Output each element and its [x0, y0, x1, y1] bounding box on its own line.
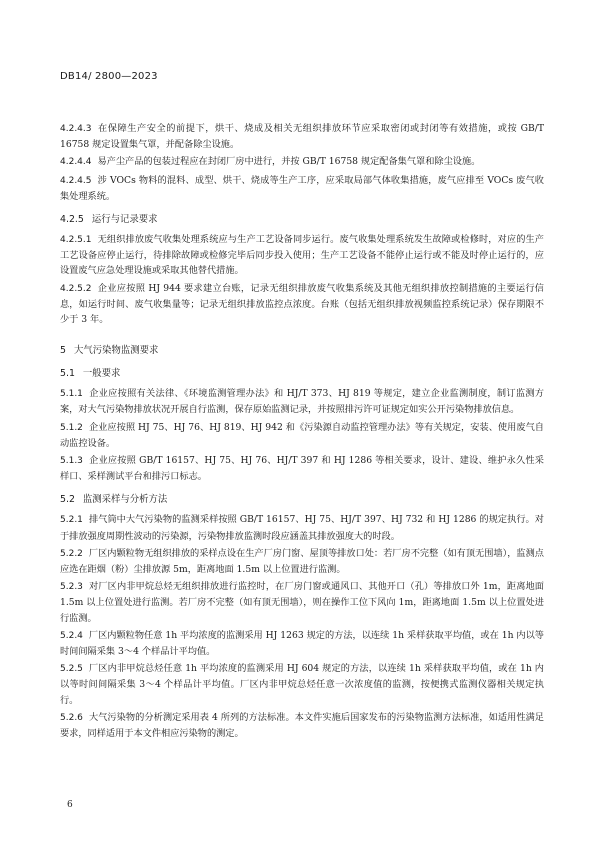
clause-paragraph — [60, 579, 544, 626]
clause-number: 5.1.3 — [60, 456, 83, 467]
subsection-heading — [60, 492, 544, 507]
clause-text: 涉 VOCs 物料的混料、成型、烘干、烧成等生产工序，应采取局部气体收集措施，废气应排至 VOCs 废气收集处理系统。 — [60, 174, 544, 202]
heading-number: 5.2 — [60, 494, 75, 506]
clause-paragraph — [60, 661, 544, 708]
clause-paragraph — [60, 420, 544, 451]
clause-text: 企业应按照 GB/T 16157、HJ 75、HJ 76、HJ/T 397 和 HJ 1286 等相关要求，设计、建设、维护永久性采样口、采样测试平台和排污口标志。 — [60, 455, 544, 483]
section-heading — [60, 343, 544, 358]
clause-text: 大气污染物的分析测定采用表 4 所列的方法标准。本文件实施后国家发布的污染物监测方法标准，如适用性满足要求，同样适用于本文件相应污染物的测定。 — [60, 711, 544, 740]
clause-number: 5.2.1 — [60, 515, 83, 526]
clause-paragraph — [60, 232, 544, 279]
clause-text: 排气筒中大气污染物的监测采样按照 GB/T 16157、HJ 75、HJ/T 397、HJ 732 和 HJ 1286 的规定执行。对于排放强度周期性波动的污染源，污染物排放监测时段应涵盖其排放强度大的时段。 — [60, 514, 544, 542]
clause-text: 无组织排放废气收集处理系统应与生产工艺设备同步运行。废气收集处理系统发生故障或检修时，对应的生产工艺设备应停止运行，待排除故障或检修完毕后同步投入使用；生产工艺设备不能停止运行或不能及时停止运行的，应设置废气应急处理设施或采取其他替代措施。 — [60, 234, 544, 277]
clause-number: 5.2.2 — [60, 548, 83, 559]
heading-number: 5.1 — [60, 368, 75, 380]
clause-paragraph — [60, 628, 544, 659]
clause-number: 5.2.3 — [60, 582, 83, 593]
clause-paragraph — [60, 121, 544, 152]
clause-number: 4.2.5.2 — [60, 283, 92, 294]
heading-text: 运行与记录要求 — [91, 214, 158, 226]
clause-paragraph — [60, 710, 544, 741]
clause-paragraph — [60, 154, 544, 170]
page-number: 6 — [67, 800, 73, 810]
clause-paragraph — [60, 386, 544, 417]
heading-text: 监测采样与分析方法 — [82, 494, 168, 506]
heading-text: 一般要求 — [82, 368, 121, 380]
clause-text: 厂区内颗粒物无组织排放的采样点设在生产厂房门窗、屋顶等排放口处：若厂房不完整（如有顶无围墙），监测点应选在距烟（粉）尘排放源 5m，距离地面 1.5m 以上位置进行监测。 — [60, 547, 544, 576]
clause-number: 4.2.4.5 — [60, 175, 92, 186]
clause-number: 5.2.5 — [60, 664, 83, 675]
clause-text: 企业应按照有关法律、《环境监测管理办法》和 HJ/T 373、HJ 819 等规定，建立企业监测制度，制订监测方案，对大气污染物排放状况开展自行监测，保存原始监测记录，并按照排污许可证规定如实公开污染物排放信息。 — [60, 388, 544, 416]
clause-paragraph — [60, 546, 544, 577]
clause-number: 5.1.2 — [60, 422, 83, 433]
subsection-heading — [60, 366, 544, 381]
clause-paragraph — [60, 512, 544, 543]
clause-text: 易产尘产品的包装过程应在封闭厂房中进行，并按 GB/T 16758 规定配备集气罩和除尘设施。 — [97, 156, 481, 168]
clause-number: 4.2.4.3 — [60, 124, 92, 134]
clause-number: 5.2.6 — [60, 712, 83, 723]
clause-text: 企业应按照 HJ 75、HJ 76、HJ 819、HJ 942 和《污染源自动监控管理办法》等有关规定，安装、使用废气自动监控设备。 — [60, 421, 544, 449]
heading-text: 大气污染物监测要求 — [73, 345, 159, 357]
clause-number: 5.2.4 — [60, 630, 83, 641]
subsection-heading — [60, 212, 544, 227]
heading-number: 4.2.5 — [60, 214, 84, 226]
clause-text: 厂区内非甲烷总烃任意 1h 平均浓度的监测采用 HJ 604 规定的方法，以连续 1h 采样获取平均值，或在 1h 内以等时间间隔采集 3～4 个样品计平均值。厂区内非甲烷总烃任意一次浓度值的监测，按便携式监测仪器相关规定执行。 — [60, 663, 544, 706]
clause-paragraph — [60, 173, 544, 204]
standard-code: DB14/ 2800—2023 — [60, 71, 158, 82]
clause-text: 企业应按照 HJ 944 要求建立台账，记录无组织排放废气收集系统及其他无组织排放控制措施的主要运行信息，如运行时间、废气收集量等；记录无组织排放监控点浓度。台账（包括无组织排放视频监控系统记录）保存期限不少于 3 年。 — [60, 282, 544, 326]
clause-paragraph — [60, 281, 544, 328]
clause-number: 4.2.4.4 — [60, 157, 92, 168]
document-body — [60, 121, 544, 743]
clause-text: 在保障生产安全的前提下，烘干、烧成及相关无组织排放环节应采取密闭或封闭等有效措施，或按 GB/T 16758 规定设置集气罩，并配备除尘设施。 — [60, 123, 544, 151]
clause-number: 5.1.1 — [60, 389, 83, 400]
heading-number: 5 — [60, 345, 66, 357]
clause-number: 4.2.5.1 — [60, 235, 92, 246]
clause-paragraph — [60, 453, 544, 484]
clause-text: 对厂区内非甲烷总烃无组织排放进行监控时，在厂房门窗或通风口、其他开口（孔）等排放口外 1m，距离地面 1.5m 以上位置处进行监测。若厂房不完整（如有顶无围墙），则在操作工位下风向 1m，距离地面 1.5m 以上位置处进行监测。 — [60, 581, 544, 624]
clause-text: 厂区内颗粒物任意 1h 平均浓度的监测采用 HJ 1263 规定的方法，以连续 1h 采样获取平均值，或在 1h 内以等时间间隔采集 3～4 个样品计平均值。 — [60, 629, 544, 658]
